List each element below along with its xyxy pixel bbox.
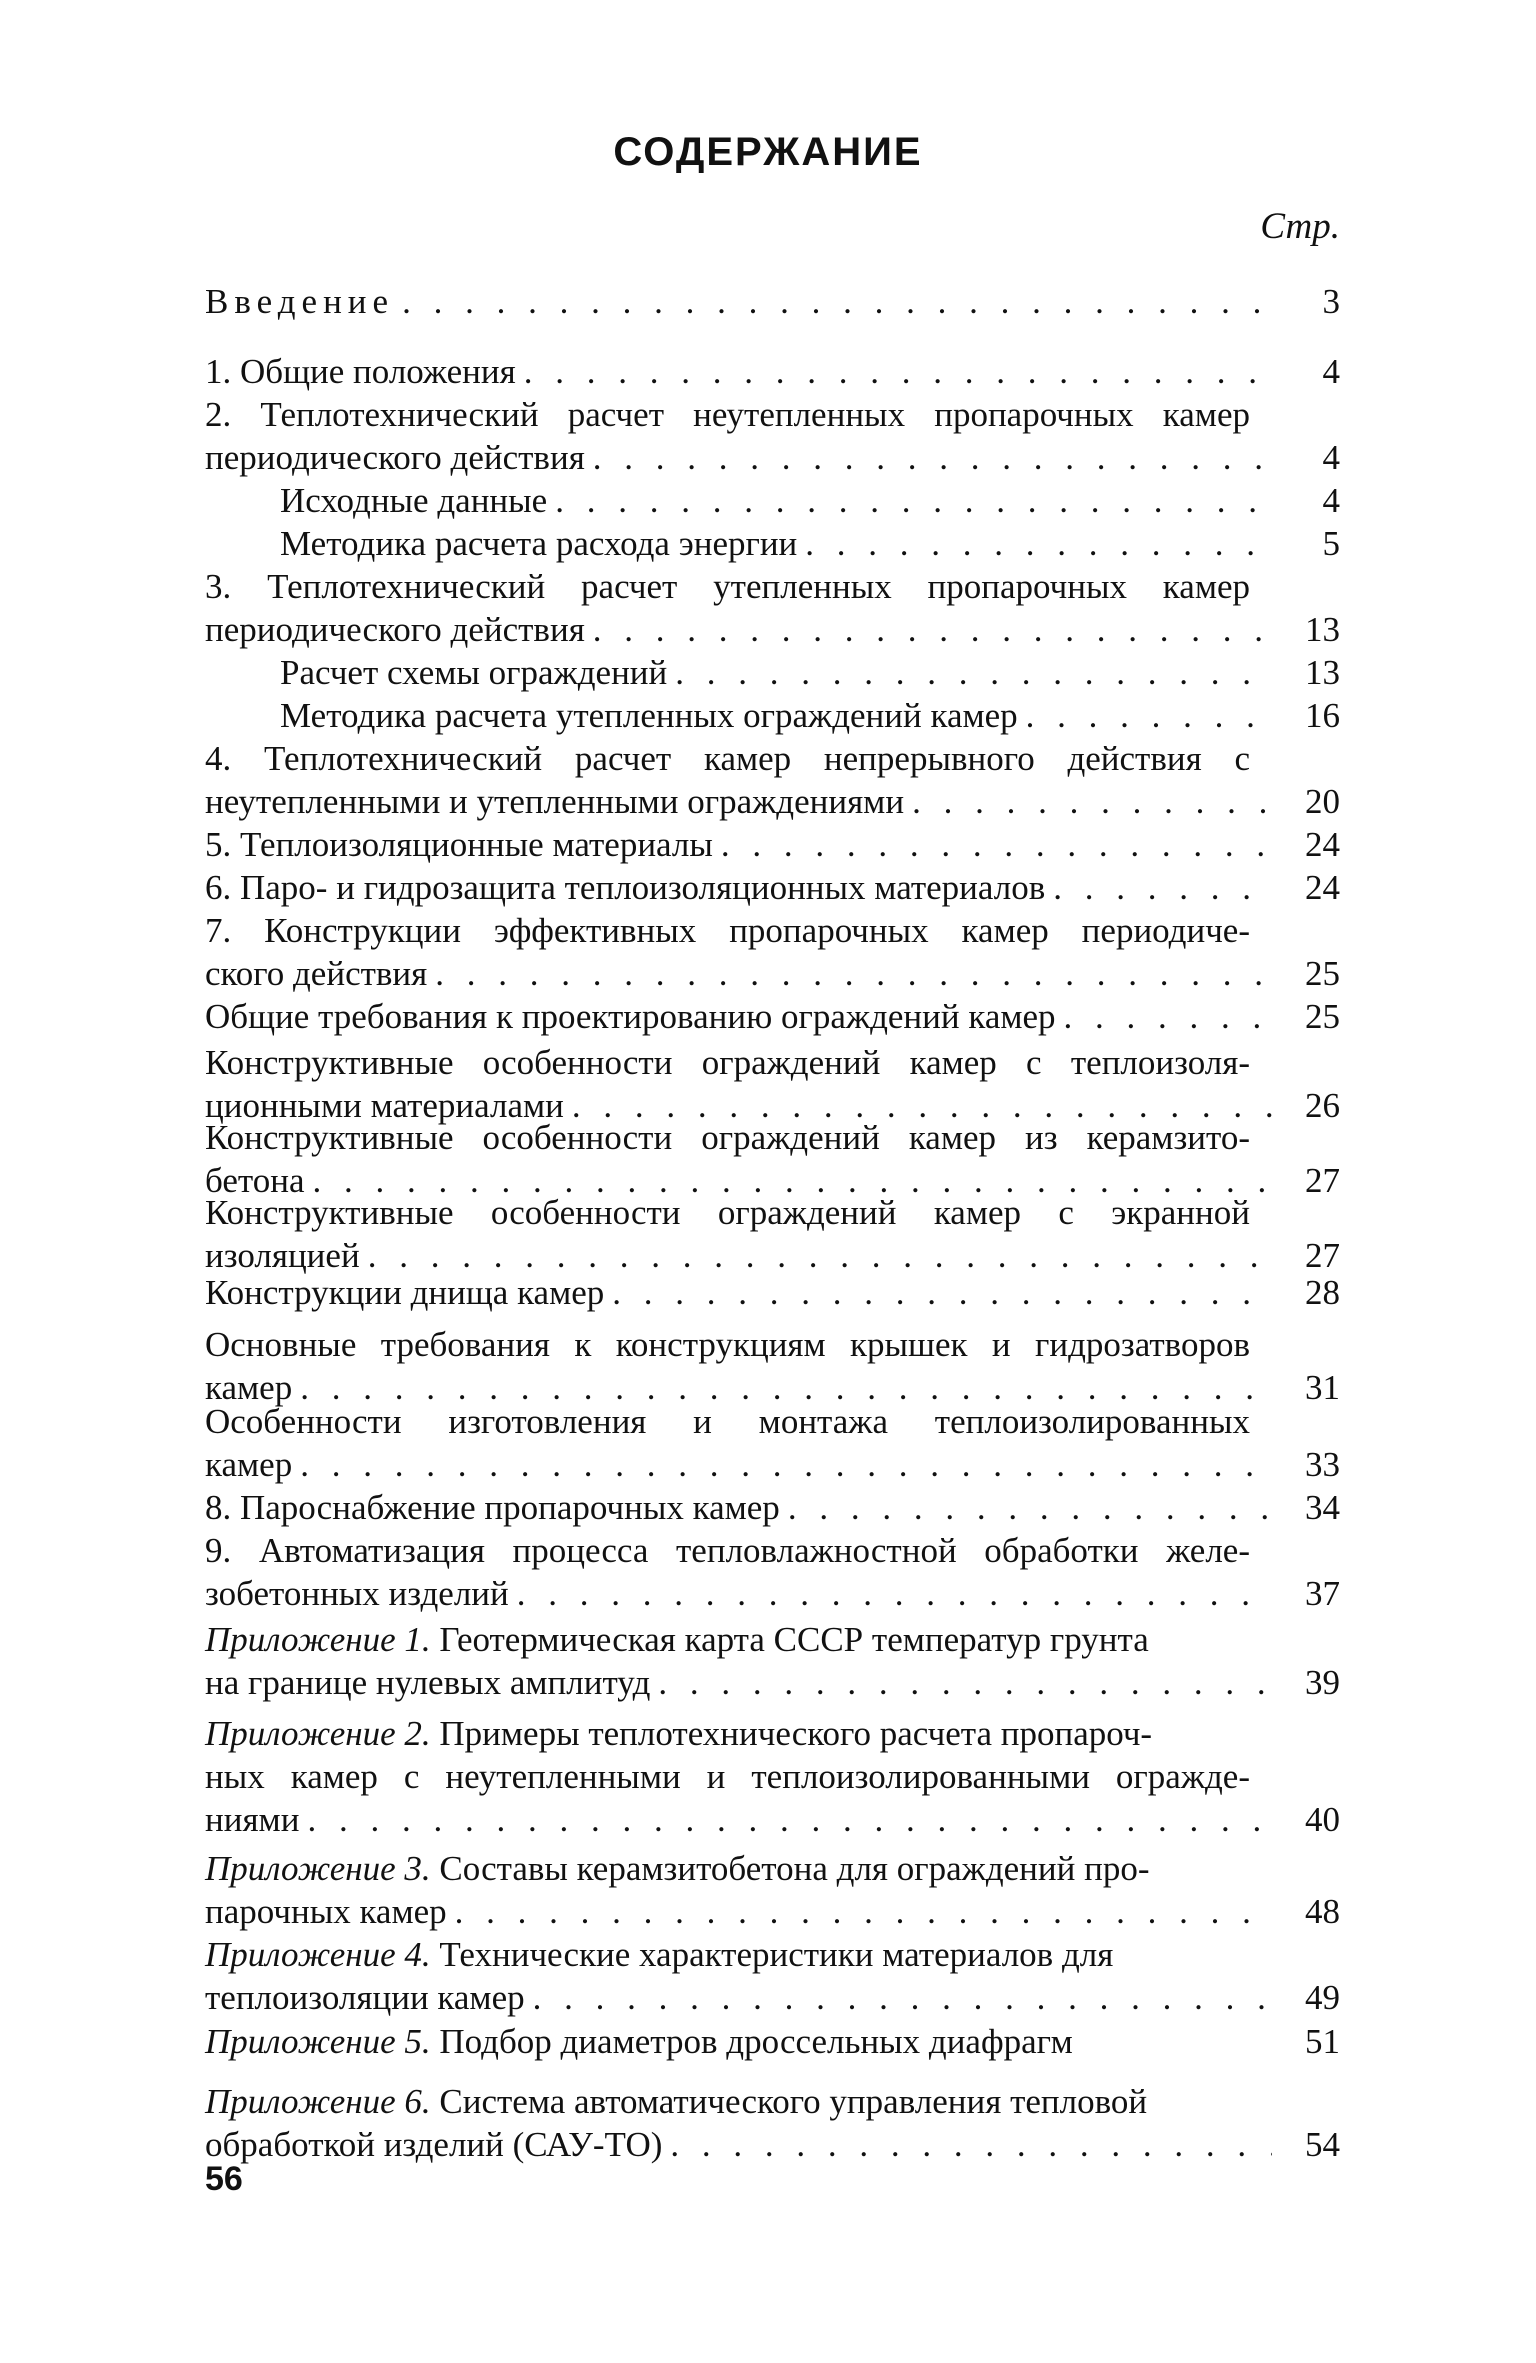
appendix-label: Приложение 1. — [205, 1620, 431, 1659]
page-number: 56 — [205, 2160, 243, 2198]
toc-entry[interactable] — [205, 1486, 1340, 1529]
toc-page: 51 — [1305, 2022, 1340, 2061]
appendix-title-cont: ниями — [205, 1800, 300, 1839]
toc-appendix[interactable] — [205, 1712, 1340, 1841]
toc-entry-title: Исходные данные — [280, 481, 548, 520]
toc-entry[interactable] — [205, 1529, 1340, 1615]
toc-entry-title: 1. Общие положения — [205, 352, 516, 391]
toc-entry-title-cont: камер — [205, 1368, 293, 1407]
toc-page: 5 — [1322, 524, 1340, 563]
toc-entry-title-cont: неутепленными и утепленными ограждениями — [205, 782, 905, 821]
toc-entry[interactable] — [205, 350, 1340, 393]
toc-page: 26 — [1305, 1086, 1340, 1125]
toc-entry-title-cont: периодического действия — [205, 438, 585, 477]
toc-entry[interactable] — [205, 280, 1340, 323]
toc-entry-title: 7. Конструкции эффективных пропарочных камер периодиче- — [205, 911, 1250, 950]
toc-entry-title-cont: изоляцией — [205, 1236, 360, 1275]
toc-page: 16 — [1305, 696, 1340, 735]
toc-entry-title: Особенности изготовления и монтажа теплоизолированных — [205, 1402, 1250, 1441]
toc-page: 48 — [1305, 1892, 1340, 1931]
toc-page: 39 — [1305, 1663, 1340, 1702]
toc-entry-title: Общие требования к проектированию ограждений камер — [205, 997, 1056, 1036]
toc-entry-title: Методика расчета расхода энергии — [280, 524, 798, 563]
appendix-title-middle: ных камер с неутепленными и теплоизолированными огражде- — [205, 1757, 1250, 1796]
toc-entry-title: 2. Теплотехнический расчет неутепленных пропарочных камер — [205, 395, 1250, 434]
toc-entry[interactable] — [205, 522, 1340, 565]
appendix-title: Подбор диаметров дроссельных диафрагм — [439, 2022, 1073, 2061]
toc-entry-title: 5. Теплоизоляционные материалы — [205, 825, 713, 864]
toc-entry-title-cont: зобетонных изделий — [205, 1574, 509, 1613]
toc-entry[interactable] — [205, 1323, 1340, 1409]
toc-entry-title: 3. Теплотехнический расчет утепленных пропарочных камер — [205, 567, 1250, 606]
toc-page: 3 — [1322, 282, 1340, 321]
appendix-label: Приложение 6. — [205, 2082, 431, 2121]
toc-entry-title: Введение — [205, 282, 395, 321]
appendix-title: Геотермическая карта СССР температур грунта — [439, 1620, 1149, 1659]
toc-entry[interactable] — [205, 909, 1340, 995]
appendix-title-cont: на границе нулевых амплитуд — [205, 1663, 651, 1702]
toc-entry-title: Конструкции днища камер — [205, 1273, 605, 1312]
appendix-label: Приложение 5. — [205, 2022, 431, 2061]
toc-entry-title: 9. Автоматизация процесса тепловлажностной обработки желе- — [205, 1531, 1250, 1570]
toc-page: 31 — [1305, 1368, 1340, 1407]
toc-page: 37 — [1305, 1574, 1340, 1613]
toc-page: 25 — [1305, 997, 1340, 1036]
toc-page: 4 — [1322, 438, 1340, 477]
toc-entry[interactable] — [205, 1041, 1340, 1127]
toc-entry-title-cont: бетона — [205, 1161, 305, 1200]
toc-page: 4 — [1322, 352, 1340, 391]
appendix-title: Составы керамзитобетона для ограждений про- — [439, 1849, 1150, 1888]
toc-page: 34 — [1305, 1488, 1340, 1527]
appendix-label: Приложение 3. — [205, 1849, 431, 1888]
toc-entry-title-cont: периодического действия — [205, 610, 585, 649]
toc-page: 27 — [1305, 1161, 1340, 1200]
toc-entry-title-cont: камер — [205, 1445, 293, 1484]
toc-entry[interactable] — [205, 1191, 1340, 1277]
toc-page: 13 — [1305, 653, 1340, 692]
toc-appendix[interactable] — [205, 1618, 1340, 1704]
toc-entry[interactable] — [205, 1400, 1340, 1486]
appendix-title: Примеры теплотехнического расчета пропароч- — [439, 1714, 1153, 1753]
toc-page: 13 — [1305, 610, 1340, 649]
toc-entry-title: Конструктивные особенности ограждений камер с теплоизоля- — [205, 1043, 1250, 1082]
toc-page: 20 — [1305, 782, 1340, 821]
appendix-title-cont: теплоизоляции камер — [205, 1978, 525, 2017]
toc-entry[interactable] — [205, 823, 1340, 866]
toc-entry[interactable] — [205, 1116, 1340, 1202]
appendix-title: Технические характеристики материалов для — [439, 1935, 1114, 1974]
page-column-label: Стр. — [1260, 206, 1340, 247]
toc-entry-title: 8. Пароснабжение пропарочных камер — [205, 1488, 780, 1527]
toc-page: 49 — [1305, 1978, 1340, 2017]
toc-entry-title: Конструктивные особенности ограждений камер с экранной — [205, 1193, 1250, 1232]
toc-page: 25 — [1305, 954, 1340, 993]
toc-entry[interactable] — [205, 694, 1340, 737]
toc-entry-title: Основные требования к конструкциям крышек и гидрозатворов — [205, 1325, 1250, 1364]
toc-entry[interactable] — [205, 651, 1340, 694]
toc-page: 28 — [1305, 1273, 1340, 1312]
toc-page: 24 — [1305, 868, 1340, 907]
page-title: СОДЕРЖАНИЕ — [613, 130, 923, 174]
toc-appendix[interactable] — [205, 2080, 1340, 2166]
appendix-title-cont: обработкой изделий (САУ-ТО) — [205, 2125, 663, 2164]
toc-page: 33 — [1305, 1445, 1340, 1484]
toc-entry-title: 4. Теплотехнический расчет камер непрерывного действия с — [205, 739, 1250, 778]
toc-entry-title: Расчет схемы ограждений — [280, 653, 668, 692]
toc-entry-title-cont: ционными материалами — [205, 1086, 564, 1125]
toc-entry[interactable] — [205, 393, 1340, 479]
toc-entry-title: Конструктивные особенности ограждений камер из керамзито- — [205, 1118, 1250, 1157]
toc-entry[interactable] — [205, 995, 1340, 1038]
appendix-title-cont: парочных камер — [205, 1892, 447, 1931]
toc-page: 4 — [1322, 481, 1340, 520]
toc-entry-title: 6. Паро- и гидрозащита теплоизоляционных материалов — [205, 868, 1046, 907]
toc-entry[interactable] — [205, 737, 1340, 823]
toc-appendix[interactable] — [205, 1847, 1340, 1933]
toc-entry[interactable] — [205, 565, 1340, 651]
appendix-label: Приложение 2. — [205, 1714, 431, 1753]
appendix-label: Приложение 4. — [205, 1935, 431, 1974]
toc-page: 27 — [1305, 1236, 1340, 1275]
toc-appendix[interactable] — [205, 1933, 1340, 2019]
toc-entry-title: Методика расчета утепленных ограждений камер — [280, 696, 1018, 735]
toc-page: 54 — [1305, 2125, 1340, 2164]
toc-page: 24 — [1305, 825, 1340, 864]
toc-entry-title-cont: ского действия — [205, 954, 428, 993]
appendix-title: Система автоматического управления тепловой — [439, 2082, 1148, 2121]
toc-entry[interactable] — [205, 866, 1340, 909]
toc-entry[interactable] — [205, 479, 1340, 522]
toc-entry[interactable] — [205, 1271, 1340, 1314]
toc-page: 40 — [1305, 1800, 1340, 1839]
toc-appendix[interactable] — [205, 2020, 1340, 2063]
